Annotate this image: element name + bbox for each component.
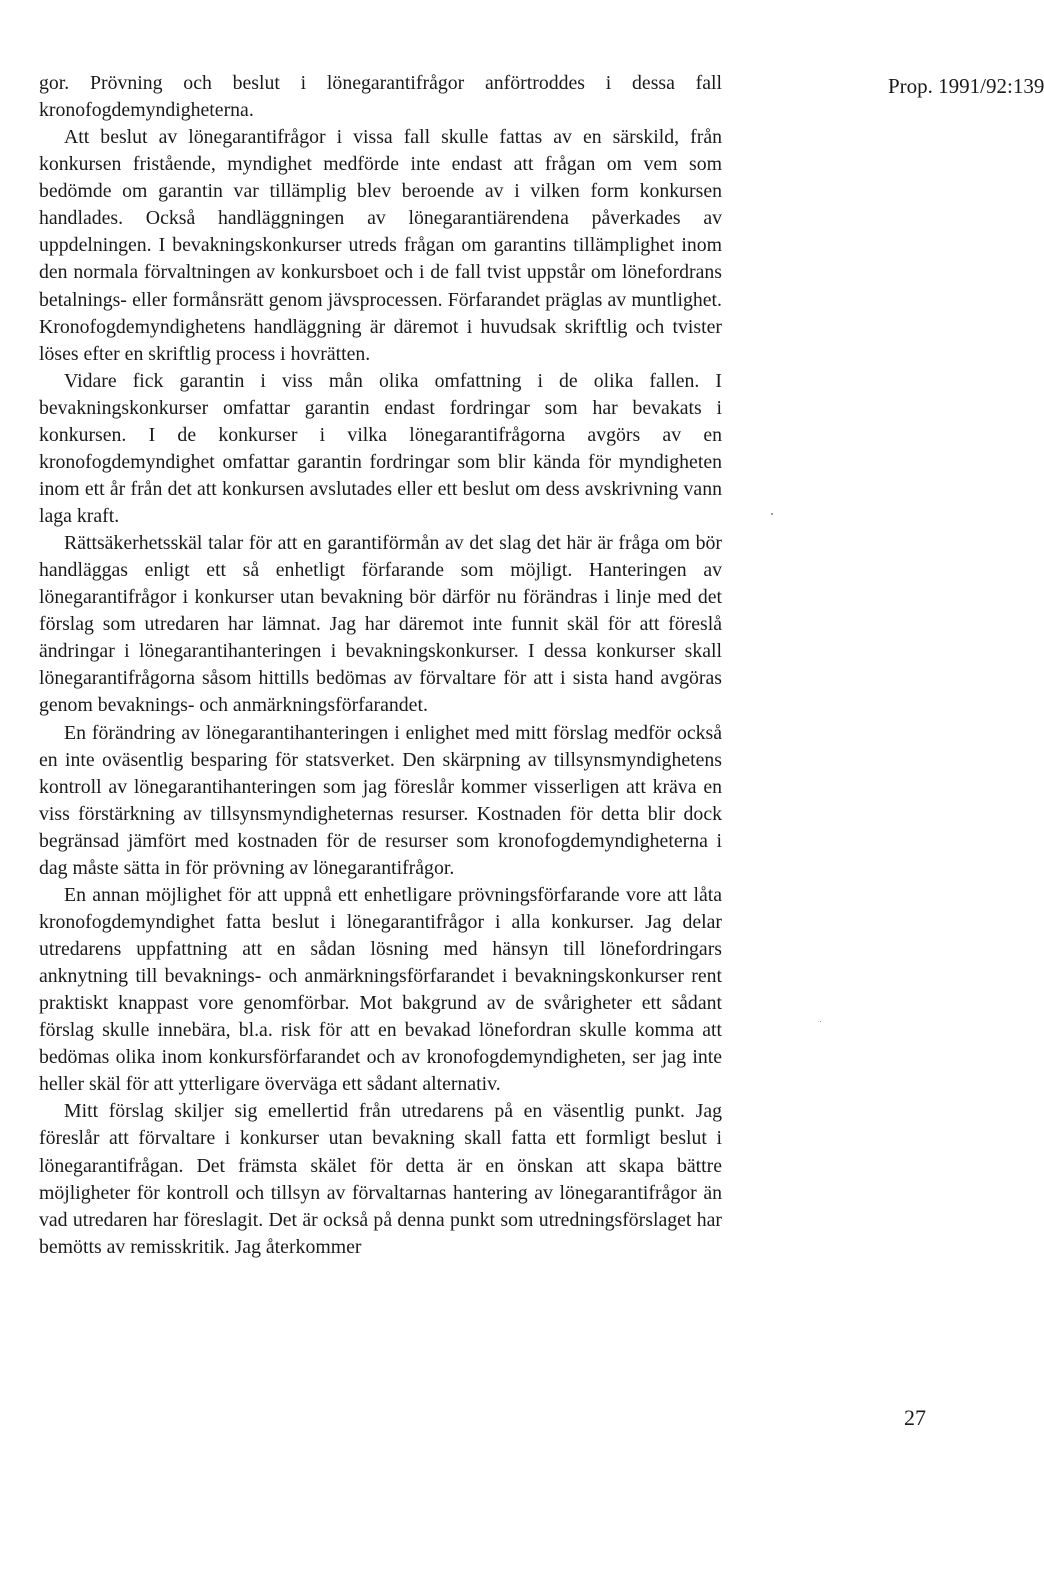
- paragraph: En annan möjlighet för att uppnå ett enhetligare prövningsförfarande vore att låta kronofogdemyndighet fatta beslut i lönegarantifrågor i alla konkurser. Jag delar utredarens uppfattning att en sådan lösning med hänsyn till lönefordringars anknytning till bevaknings- och anmärkningsförfarandet i bevakningskonkurser rent praktiskt knappast vore genomförbar. Mot bakgrund av de svårigheter ett sådant förslag skulle innebära, bl.a. risk för att en bevakad lönefordran skulle komma att bedömas olika inom konkursförfarandet och av kronofogdemyndigheten, ser jag inte heller skäl för att ytterligare överväga ett sådant alternativ.: [39, 883, 722, 1096]
- paragraph: Att beslut av lönegarantifrågor i vissa fall skulle fattas av en särskild, från konkursen fristående, myndighet medförde inte endast att frågan om vem som bedömde om garantin var tillämplig blev beroende av i vilken form konkursen handlades. Också handläggningen av lönegarantiärendena påverkades av uppdelningen. I bevakningskonkurser utreds frågan om garantins tillämplighet inom den normala förvaltningen av konkursboet och i de fall tvist uppstår om lönefordrans betalnings- eller formånsrätt genom jävsprocessen. Förfarandet präglas av muntlighet. Kronofogdemyndighetens handläggning är däremot i huvudsak skriftlig och tvister löses efter en skriftlig process i hovrätten.: [39, 126, 722, 365]
- paragraph: En förändring av lönegarantihanteringen i enlighet med mitt förslag medför också en inte oväsentlig besparing för statsverket. Den skärpning av tillsynsmyndighetens kontroll av lönegarantihanteringen som jag föreslår kommer visserligen att kräva en viss förstärkning av tillsynsmyndigheternas resurser. Kostnaden för detta blir dock begränsad jämfört med kostnaden för de resurser som kronofogdemyndigheterna i dag måste sätta in för prövning av lönegarantifrågor.: [39, 721, 722, 879]
- proposition-reference: Prop. 1991/92:139: [888, 74, 1044, 98]
- scan-speck: [820, 1021, 821, 1022]
- paragraph: Mitt förslag skiljer sig emellertid från utredarens på en väsentlig punkt. Jag föreslår att förvaltare i konkurser utan bevakning skall fatta ett formligt beslut i lönegarantifrågan. Det främsta skälet för detta är en önskan att skapa bättre möjligheter för kontroll och tillsyn av förvaltarnas hantering av lönegarantifrågor än vad utredaren har föreslagit. Det är också på denna punkt som utredningsförslaget har bemötts av remisskritik. Jag återkommer: [39, 1100, 722, 1258]
- scan-speck: [771, 513, 773, 515]
- paragraph: Vidare fick garantin i viss mån olika omfattning i de olika fallen. I bevakningskonkurser omfattar garantin endast fordringar som har bevakats i konkursen. I de konkurser i vilka lönegarantifrågorna avgörs av en kronofogdemyndighet omfattar garantin fordringar som blir kända för myndigheten inom ett år från det att konkursen avslutades eller ett beslut om dess avskrivning vann laga kraft.: [39, 369, 722, 527]
- body-text: [39, 70, 722, 1261]
- page-number: 27: [904, 1405, 926, 1430]
- paragraph: gor. Prövning och beslut i lönegarantifrågor anförtroddes i dessa fall kronofogdemyndigheterna.: [39, 72, 722, 122]
- paragraph: Rättsäkerhetsskäl talar för att en garantiförmån av det slag det här är fråga om bör handläggas enligt ett så enhetligt förfarande som möjligt. Hanteringen av lönegarantifrågor i konkurser utan bevakning bör därför nu förändras i linje med det förslag som utredaren har lämnat. Jag har däremot inte funnit skäl för att föreslå ändringar i lönegarantihanteringen i bevakningskonkurser. I dessa konkurser skall lönegarantifrågorna såsom hittills bedömas av förvaltare för att i sista hand avgöras genom bevaknings- och anmärkningsförfarandet.: [39, 532, 722, 717]
